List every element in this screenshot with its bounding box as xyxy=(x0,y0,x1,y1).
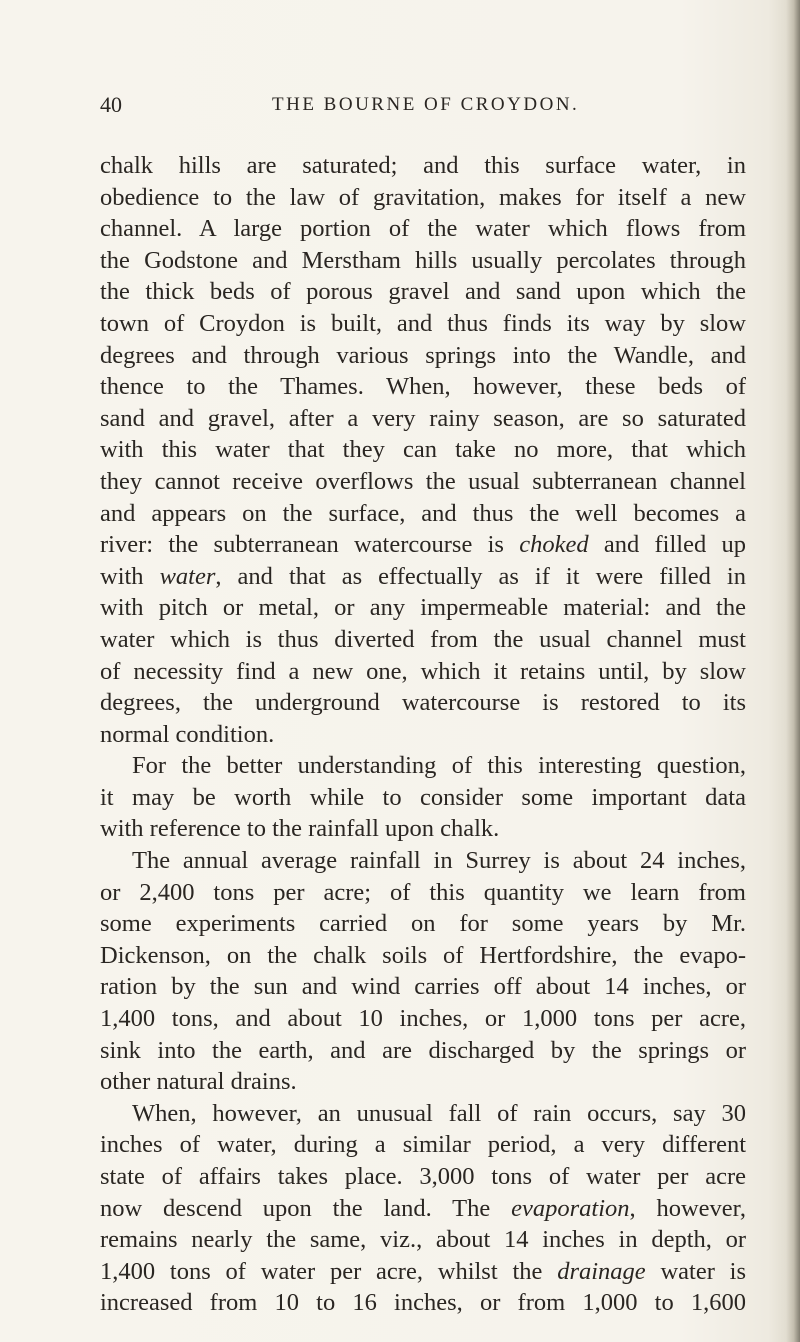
text-line: obedience to the law of gravitation, makes for itself a new xyxy=(100,183,746,211)
text-line: thence to the Thames. When, however, these beds of xyxy=(100,373,746,401)
text-line: town of Croydon is built, and thus finds its way by slow xyxy=(100,309,746,337)
text-line: they cannot receive overflows the usual subterranean channel xyxy=(100,467,746,495)
text-line: For the better understanding of this interesting question, xyxy=(132,752,746,780)
text-line: the thick beds of porous gravel and sand upon which the xyxy=(100,278,746,306)
text-line: chalk hills are saturated; and this surface water, in xyxy=(100,152,746,179)
running-head xyxy=(100,92,740,120)
italic-emphasis: drainage xyxy=(557,1257,646,1285)
text-line: Dickenson, on the chalk soils of Hertfordshire, the evapo- xyxy=(100,941,746,969)
text-line: normal condition. xyxy=(100,720,275,748)
text-line: sand and gravel, after a very rainy season, are so saturated xyxy=(100,404,746,432)
italic-emphasis: water xyxy=(159,562,216,590)
text-line: remains nearly the same, viz., about 14 inches in depth, or xyxy=(100,1226,746,1254)
text-line: sink into the earth, and are discharged by the springs or xyxy=(100,1036,746,1064)
text-line: water which is thus diverted from the usual channel must xyxy=(100,625,746,653)
page-number: 40 xyxy=(100,92,122,117)
text-line: degrees and through various springs into the Wandle, and xyxy=(100,341,746,369)
text-line: ration by the sun and wind carries off about 14 inches, or xyxy=(100,973,746,1001)
italic-emphasis: choked xyxy=(519,531,589,559)
italic-emphasis: evaporation xyxy=(511,1194,630,1222)
text-line: increased from 10 to 16 inches, or from 1,000 to 1,600 xyxy=(100,1289,746,1317)
text-line: with this water that they can take no more, that which xyxy=(100,436,746,464)
running-title: THE BOURNE OF CROYDON. xyxy=(272,94,580,115)
text-line: with reference to the rainfall upon chalk. xyxy=(100,815,500,843)
text-line: channel. A large portion of the water which flows from xyxy=(100,215,746,243)
text-line: When, however, an unusual fall of rain occurs, say 30 xyxy=(132,1099,746,1127)
text-line: 1,400 tons of water per acre, whilst the drainage water is xyxy=(100,1257,746,1285)
page-edge-shadow xyxy=(786,0,800,1342)
text-line: of necessity find a new one, which it retains until, by slow xyxy=(100,657,746,685)
text-line: 1,400 tons, and about 10 inches, or 1,000 tons per acre, xyxy=(100,1005,746,1033)
body-text xyxy=(100,150,746,1319)
text-line: and appears on the surface, and thus the well becomes a xyxy=(100,499,746,527)
text-line: now descend upon the land. The evaporation, however, xyxy=(100,1194,746,1222)
text-line: The annual average rainfall in Surrey is about 24 inches, xyxy=(132,847,746,875)
text-line: river: the subterranean watercourse is choked and filled up xyxy=(100,531,746,559)
text-line: with water, and that as effectually as if it were filled in xyxy=(100,562,746,590)
text-line: some experiments carried on for some years by Mr. xyxy=(100,910,746,938)
text-line: other natural drains. xyxy=(100,1068,297,1096)
text-line: it may be worth while to consider some important data xyxy=(100,783,746,811)
text-line: the Godstone and Merstham hills usually percolates through xyxy=(100,246,746,274)
text-line: or 2,400 tons per acre; of this quantity we learn from xyxy=(100,878,746,906)
text-line: degrees, the underground watercourse is restored to its xyxy=(100,689,746,717)
text-line: with pitch or metal, or any impermeable material: and the xyxy=(100,594,746,622)
text-line: state of affairs takes place. 3,000 tons of water per acre xyxy=(100,1163,746,1190)
text-line: inches of water, during a similar period, a very different xyxy=(100,1131,746,1159)
